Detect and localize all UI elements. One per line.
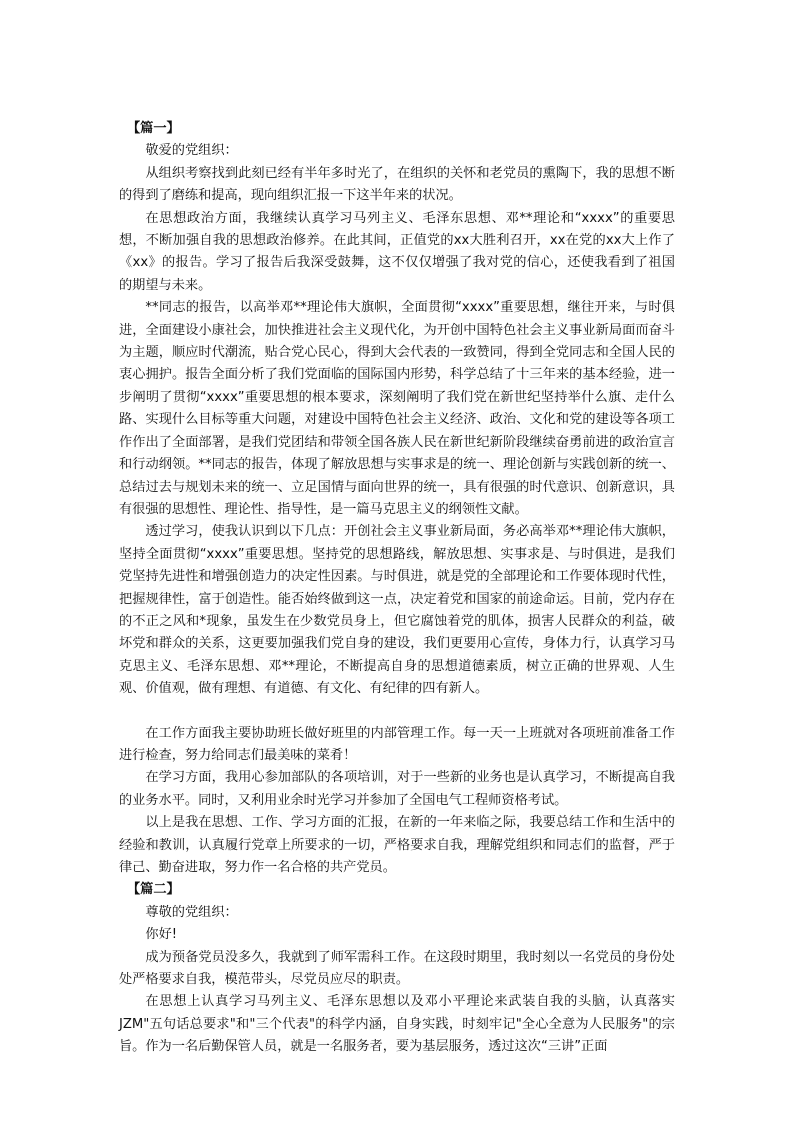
salutation-1: 敬爱的党组织： — [145, 143, 238, 159]
paragraph: 从组织考察找到此刻已经有半年多时光了，在组织的关怀和老党员的熏陶下，我的思想不断的得到了磨练和提高，现向组织汇报一下这半年来的状况。 — [119, 165, 675, 204]
paragraph: 在思想上认真学习马列主义、毛泽东思想以及邓小平理论来武装自我的头脑，认真落实JZM"五句话总要求"和"三个代表"的科学内涵，自身实践，时刻牢记"全心全意为人民服务"的宗旨。作为一名后勤保管人员，就是一名服务者，要为基层服务，透过这次“三讲”正面 — [119, 994, 675, 1055]
paragraph-gap — [119, 701, 675, 723]
section-title-1-text: 【篇一】 — [127, 121, 180, 136]
paragraph: 成为预备党员没多久，我就到了师军需科工作。在这段时期里，我时刻以一名党员的身份处处严格要求自我，模范带头，尽党员应尽的职责。 — [119, 949, 675, 988]
paragraph: 在思想政治方面，我继续认真学习马列主义、毛泽东思想、邓**理论和“xxxx”的重要思想，不断加强自我的思想政治修养。在此其间，正值党的xx大胜利召开，xx在党的xx大上作了《xx》的报告。学习了报告后我深受鼓舞，这不仅仅增强了我对党的信心，还使我看到了祖国的期望与未来。 — [119, 210, 675, 293]
paragraph: 在学习方面，我用心参加部队的各项培训，对于一些新的业务也是认真学习，不断提高自我的业务水平。同时，又利用业余时光学习并参加了全国电气工程师资格考试。 — [119, 770, 675, 808]
paragraph: 透过学习，使我认识到以下几点：开创社会主义事业新局面，务必高举邓**理论伟大旗帜，坚持全面贯彻“xxxx”重要思想。坚持党的思想路线，解放思想、实事求是、与时俱进，是我们党坚持先进性和增强创造力的决定性因素。与时俱进，就是党的全部理论和工作要体现时代性，把握规律性，富于创造性。能否始终做到这一点，决定着党和国家的前途命运。目前，党内存在的不正之风和*现象，虽发生在少数党员身上，但它腐蚀着党的肌体，损害人民群众的利益，破坏党和群众的关系，这更要加强我们党自身的建设，我们更要用心宣传，身体力行，认真学习马克思主义、毛泽东思想、邓**理论，不断提高自身的思想道德素质，树立正确的世界观、人生观、价值观，做有理想、有道德、有文化、有纪律的四有新人。 — [119, 524, 675, 697]
section-title-2-text: 【篇二】 — [127, 882, 180, 898]
paragraph: 以上是我在思想、工作、学习方面的汇报，在新的一年来临之际，我要总结工作和生活中的经验和教训，认真履行党章上所要求的一切，严格要求自我，理解党组织和同志们的监督，严于律己、勤奋进取，努力作一名合格的共产党员。 — [119, 815, 675, 875]
section-title-2 — [119, 879, 675, 901]
document-page — [119, 118, 675, 1059]
greeting: 你好! — [145, 927, 178, 943]
paragraph: **同志的报告，以高举邓**理论伟大旗帜，全面贯彻“xxxx”重要思想，继往开来，与时俱进，全面建设小康社会，加快推进社会主义现代化，为开创中国特色社会主义事业新局面而奋斗为主题，顺应时代潮流，贴合党心民心，得到大会代表的一致赞同，得到全党同志和全国人民的衷心拥护。报告全面分析了我们党面临的国际国内形势，科学总结了十三年来的基本经验，进一步阐明了贯彻“xxxx”重要思想的根本要求，深刻阐明了我们党在新世纪坚持举什么旗、走什么路、实现什么目标等重大问题，对建设中国特色社会主义经济、政治、文化和党的建设等各项工作作出了全面部署，是我们党团结和带领全国各族人民在新世纪新阶段继续奋勇前进的政治宣言和行动纲领。**同志的报告，体现了解放思想与实事求是的统一、理论创新与实践创新的统一、总结过去与规划未来的统一、立足国情与面向世界的统一，具有很强的时代意识、创新意识，具有很强的思想性、理论性、指导性，是一篇马克思主义的纲领性文献。 — [119, 300, 675, 517]
salutation-2: 尊敬的党组织： — [145, 904, 238, 920]
section-title-1 — [119, 118, 675, 140]
paragraph: 在工作方面我主要协助班长做好班里的内部管理工作。每一天一上班就对各项班前准备工作进行检查，努力给同志们最美味的菜肴！ — [119, 725, 675, 763]
